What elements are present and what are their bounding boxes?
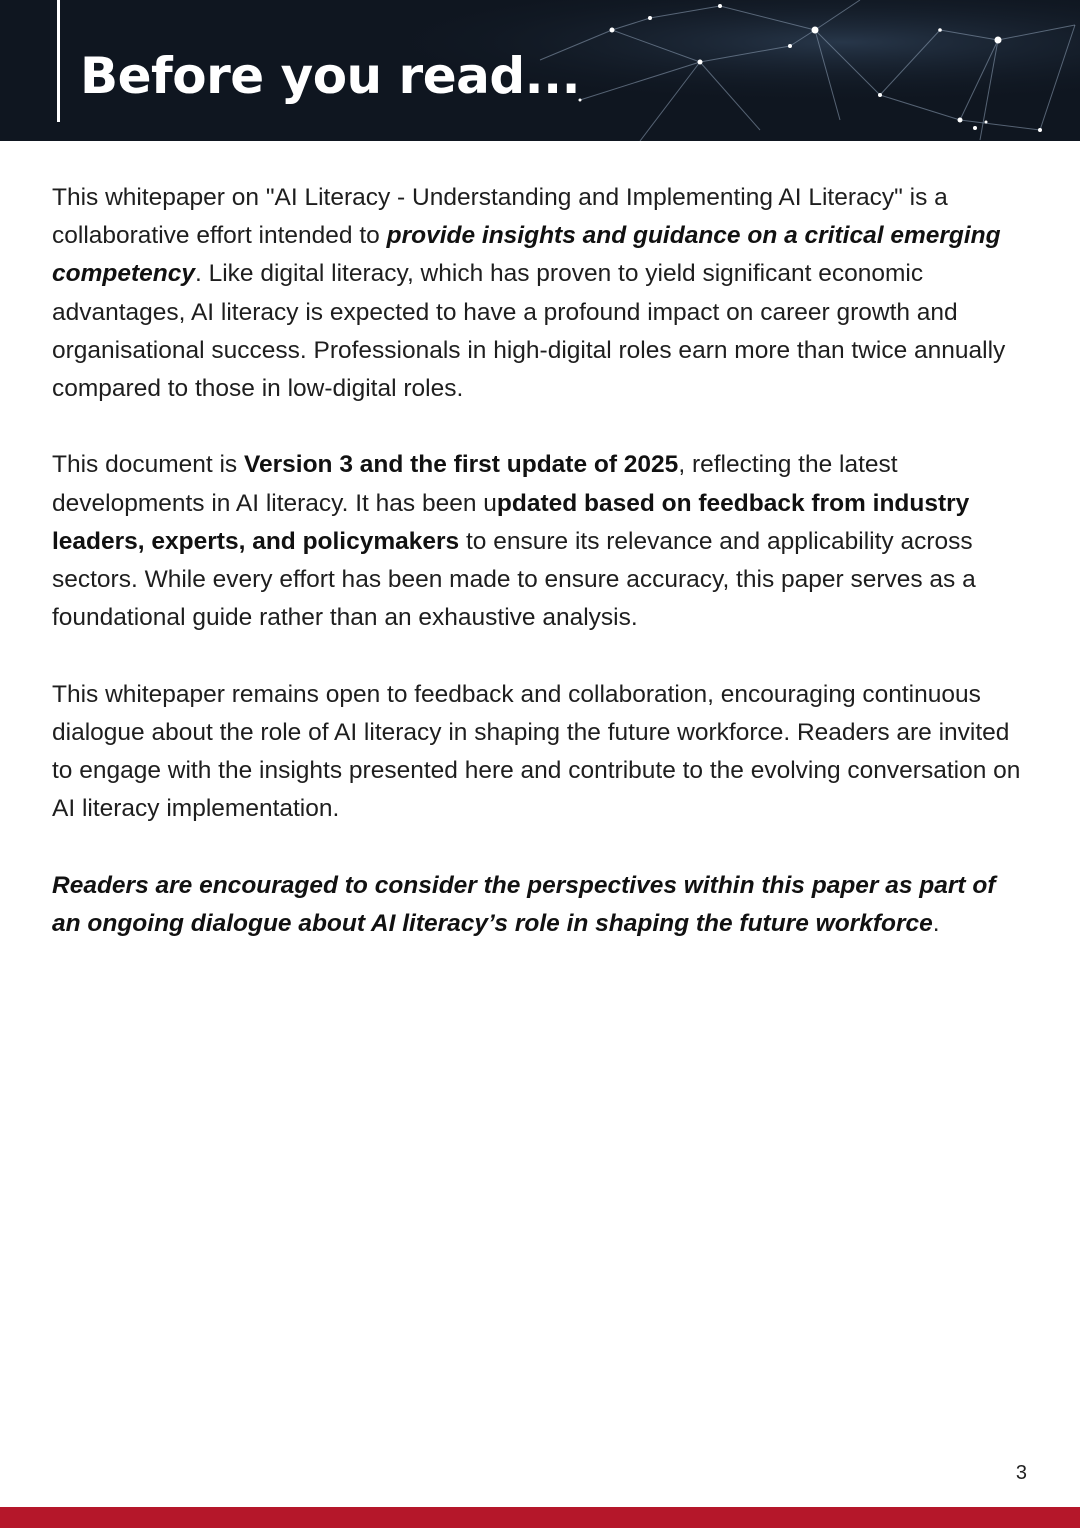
text-segment: , reflecting the latest developments in AI literacy. It has been u <box>52 451 898 517</box>
emphasis-text: provide insights and guidance on a critical emerging competency <box>52 222 1001 288</box>
text-segment: . <box>932 909 940 937</box>
paragraph-version <box>52 446 1028 637</box>
paragraph-intro <box>52 179 1028 408</box>
text-segment: This document is <box>52 451 244 479</box>
bold-text: pdated based on feedback from industry leaders, experts, and policymakers <box>52 489 970 555</box>
bold-text: Version 3 and the first update of 2025 <box>244 451 679 479</box>
text-segment: This whitepaper on "AI Literacy - Understanding and Implementing AI Literacy" is a collaborative effort intended to <box>52 184 948 250</box>
footer-band <box>0 1507 1080 1528</box>
header-banner <box>0 0 1080 141</box>
paragraph-closing <box>52 867 1028 943</box>
page-number: 3 <box>1015 1462 1027 1484</box>
header-accent-bar <box>57 0 60 122</box>
paragraph-feedback <box>52 676 1028 829</box>
body-text <box>52 179 1028 981</box>
text-segment: This whitepaper remains open to feedback and collaboration, encouraging continuous dialogue about the role of AI literacy in shaping the future workforce. Readers are invited to engage with the insights presented here and contribute to the evolving conversation on AI literacy implementation. <box>52 680 1021 823</box>
text-segment: . Like digital literacy, which has proven to yield significant economic advantages, AI literacy is expected to have a profound impact on career growth and organisational success. Professionals in high-digital roles earn more than twice annually compared to those in low-digital roles. <box>52 260 1006 403</box>
page-title: Before you read... <box>80 47 581 105</box>
text-segment: to ensure its relevance and applicability across sectors. While every effort has been made to ensure accuracy, this paper serves as a foundational guide rather than an exhaustive analysis. <box>52 527 976 632</box>
emphasis-text: Readers are encouraged to consider the perspectives within this paper as part of an ongoing dialogue about AI literacy’s role in shaping the future workforce <box>52 871 996 937</box>
